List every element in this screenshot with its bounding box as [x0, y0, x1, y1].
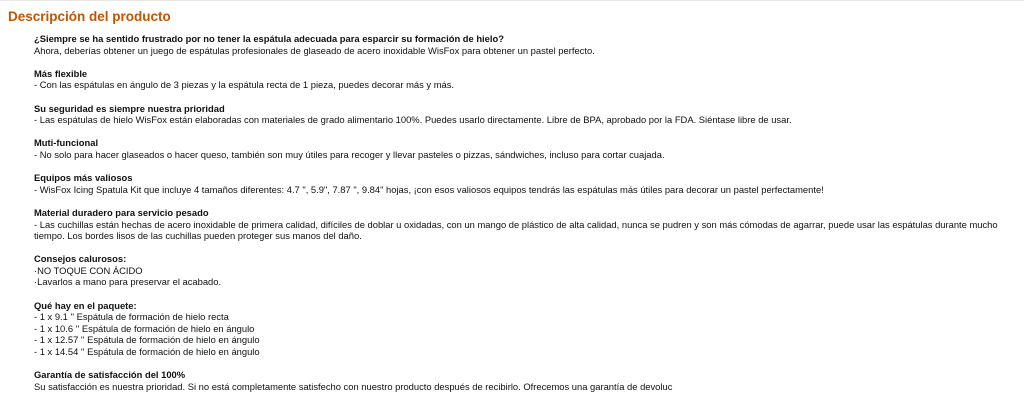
list-item: - 1 x 12.57 '' Espátula de formación de hielo en ángulo: [34, 334, 260, 346]
section-package-contents: [34, 300, 1014, 358]
top-divider: [0, 0, 1024, 1]
section-intro: [34, 33, 1014, 56]
product-description-body: [34, 33, 1014, 404]
section-title: Qué hay en el paquete:: [34, 299, 137, 311]
section-text: ·NO TOQUE CON ÁCIDO: [34, 264, 143, 276]
section-valuable-equipment: [34, 172, 1014, 195]
section-title: Más flexible: [34, 67, 88, 79]
section-title: Material duradero para servicio pesado: [34, 206, 209, 218]
section-text: Ahora, deberías obtener un juego de espátulas profesionales de glaseado de acero inoxidable WisFox para obtener un pastel perfecto.: [34, 44, 595, 56]
section-text: - Con las espátulas en ángulo de 3 piezas y la espátula recta de 1 pieza, puedes decorar más y más.: [34, 79, 455, 91]
section-text: - Las cuchillas están hechas de acero inoxidable de primera calidad, difíciles de doblar u oxidadas, con un mango de plástico de alta calidad, nunca se pudren y son más cómodas de agarrar, puede usar las espátulas durante mucho tiempo. Los bordes lisos de las cuchillas pueden proteger sus manos del daño.: [34, 218, 998, 242]
section-title: Consejos calurosos:: [34, 253, 127, 265]
section-title: Equipos más valiosos: [34, 172, 133, 184]
section-title: Garantía de satisfacción del 100%: [34, 369, 186, 381]
section-title: Su seguridad es siempre nuestra prioridad: [34, 102, 225, 114]
list-item: - 1 x 9.1 '' Espátula de formación de hielo recta: [34, 311, 229, 323]
section-text: Su satisfacción es nuestra prioridad. Si no está completamente satisfecho con nuestro producto después de recibirlo. Ofrecemos una garantía de devoluc: [34, 380, 673, 392]
section-tips: [34, 253, 1014, 288]
list-item: - 1 x 14.54 '' Espátula de formación de hielo en ángulo: [34, 346, 260, 358]
product-description-heading: Descripción del producto: [8, 9, 171, 24]
section-text: - WisFox Icing Spatula Kit que incluye 4 tamaños diferentes: 4.7 ", 5.9", 7.87 ", 9.84" hojas, ¡con esos valiosos equipos tendrás las espátulas más útiles para decorar un pastel perfectamente!: [34, 183, 824, 195]
section-safety: [34, 103, 1014, 126]
section-text: - Las espátulas de hielo WisFox están elaboradas con materiales de grado alimentario 100%. Puedes usarlo directamente. Libre de BPA, aprobado por la FDA. Siéntase libre de usar.: [34, 114, 792, 126]
section-flexible: [34, 68, 1014, 91]
section-title: ¿Siempre se ha sentido frustrado por no tener la espátula adecuada para esparcir su formación de hielo?: [34, 33, 504, 44]
section-guarantee: [34, 369, 1014, 392]
section-multifunctional: [34, 137, 1014, 160]
section-text: - No solo para hacer glaseados o hacer queso, también son muy útiles para recoger y llevar pasteles o pizzas, sándwiches, incluso para cortar cuajada.: [34, 148, 665, 160]
section-durable-material: [34, 207, 1014, 242]
list-item: - 1 x 10.6 '' Espátula de formación de hielo en ángulo: [34, 322, 255, 334]
section-text: ·Lavarlos a mano para preservar el acabado.: [34, 276, 222, 288]
section-title: Muti-funcional: [34, 137, 99, 149]
